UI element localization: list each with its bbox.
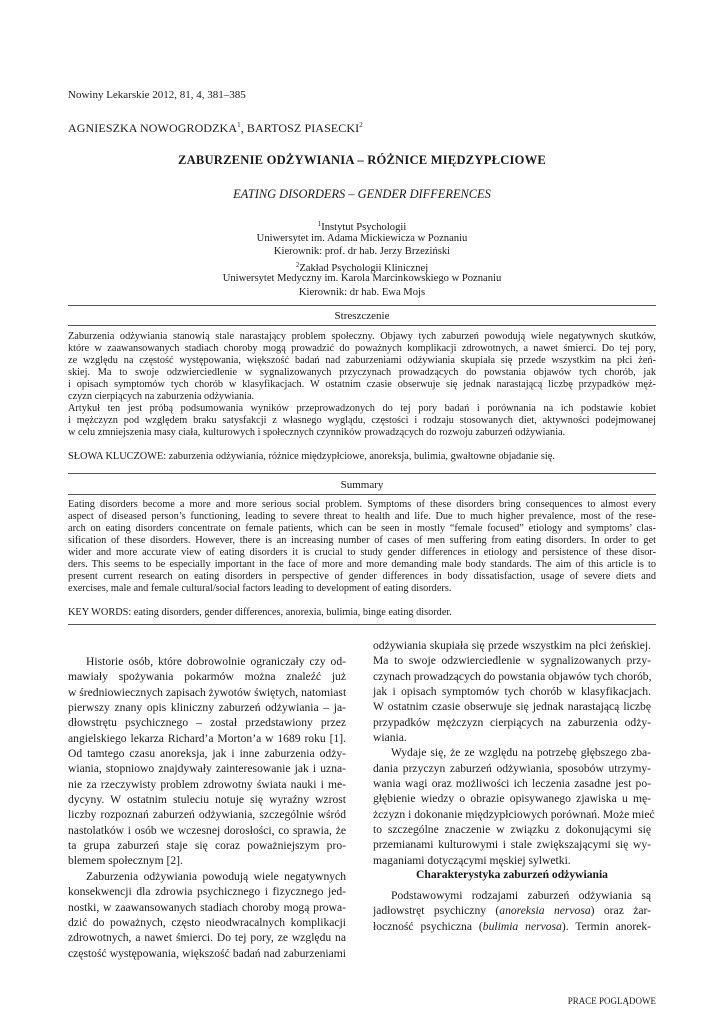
abstract-line: w celu zmniejszenia masy ciała, kulturowych i społecznych czynników prowadzących do rozwoju zaburzeń odżywiania.: [68, 427, 566, 438]
author-list: [68, 121, 363, 136]
journal-reference: Nowiny Lekarskie 2012, 81, 4, 381–385: [68, 89, 246, 101]
body-line: odżywiania skupiała się przede wszystkim na płci żeńskiej.: [373, 639, 651, 652]
body-line: dania przyczyn zaburzeń odżywiania, sposobów utrzymy-: [373, 761, 651, 775]
affiliation-text: Instytut Psychologii: [321, 222, 407, 233]
abstract-line: Artykuł ten jest próbą podsumowania wyników przeprowadzonych do tej pory badań i porównania na ich podstawie kobiet: [68, 403, 656, 414]
affiliation-line: [0, 218, 724, 232]
abstract-line: i mężczyzn pod względem braku satysfakcji z własnego wyglądu, częstości i rodzaju stosowanych diet, aktywności podejmowanej: [68, 415, 656, 426]
body-column-right-continued: [373, 888, 651, 934]
affiliation-line: [0, 286, 724, 300]
body-line: to szczególne znaczenie w związku z dokonującymi się: [373, 823, 651, 837]
footer-label: PRACE POGLĄDOWE: [567, 996, 656, 1006]
body-line: Od tamtego czasu anoreksja, jak i inne zaburzenia odży-: [68, 747, 346, 761]
text-run: ). Termin anorek-: [561, 919, 651, 933]
abstract-heading-polish: Streszczenie: [334, 310, 390, 322]
body-line: blemem społecznym [2].: [68, 854, 183, 868]
abstract-line: i opisach symptomów tych chorób w klasyfikacjach. W ostatnim czasie obserwuje się jednak narastającą liczbę przypadków męż-: [68, 379, 656, 390]
section-divider: [68, 473, 656, 474]
body-line: żczyzn i dokonanie międzypłciowych porównań. Może mieć: [373, 807, 655, 821]
latin-term: bulimia nervosa: [482, 919, 562, 933]
body-line: częstość występowania, większość badań nad zaburzeniami: [68, 946, 346, 960]
section-heading: Charakterystyka zaburzeń odżywiania: [416, 868, 608, 881]
body-line: Ma to swoje odzwierciedlenie w sygnalizowanych przy-: [373, 654, 651, 668]
text-run: jadłowstręt psychiczny (: [373, 904, 500, 918]
abstract-line: aspect of diseased person’s functioning, leading to severe threat to health and life. Due to much higher prevalence, most of the rese-: [68, 511, 656, 522]
body-line: konsekwencji dla zdrowia psychicznego i fizycznego jed-: [68, 885, 346, 899]
body-line: W ostatnim czasie obserwuje się jednak narastającą liczbę: [373, 700, 651, 714]
article-title-english: EATING DISORDERS – GENDER DIFFERENCES: [233, 187, 491, 201]
affiliation-line: [0, 259, 724, 273]
affiliation-text: Kierownik: dr hab. Ewa Mojs: [298, 286, 426, 298]
affiliations: [0, 218, 724, 300]
abstract-line: Eating disorders become a more and more serious social problem. Symptoms of these disorders bring consequences to almost every: [68, 499, 656, 510]
body-line: Podstawowymi rodzajami zaburzeń odżywiania są: [391, 889, 651, 902]
body-line: głębienie wiedzy o obrazie opisywanego zjawiska u mę-: [373, 792, 651, 806]
affiliation-marker: 2: [295, 260, 300, 269]
text-run: ) oraz żar-: [590, 904, 651, 918]
abstract-line: present current research on eating disorders in perspective of gender differences in body dissatisfaction, usage of severe diets and: [68, 571, 656, 582]
article-title-polish: ZABURZENIE ODŻYWIANIA – RÓŻNICE MIĘDZYPŁCIOWE: [178, 153, 546, 167]
abstract-line: sification of these disorders. However, there is an increasing number of cases of men suffering from eating disorders. In order to get: [68, 535, 656, 546]
body-line: maganiami dotyczącymi męskiej sylwetki.: [373, 853, 571, 867]
body-line: wania wagi oraz możliwości ich leczenia zasadne jest po-: [373, 777, 651, 791]
body-line: liczby rozpoznań zaburzeń odżywiania, szczególnie wśród: [68, 808, 346, 822]
abstract-line: skiej. Ma to swoje odzwierciedlenie w sygnalizowanych przyczynach prowadzących do powstania objawów tych chorób, jak: [68, 367, 656, 378]
body-line: przypadków mężczyzn cierpiących na zaburzenia odży-: [373, 715, 651, 729]
affiliation-text: Uniwersytet Medyczny im. Karola Marcinkowskiego w Poznaniu: [222, 273, 502, 285]
body-line: jak i opisach symptomów tych chorób w klasyfikacjach.: [373, 685, 651, 699]
section-divider: [68, 325, 656, 326]
body-line: Wydaje się, że ze względu na potrzebę głębszego zba-: [391, 746, 651, 760]
body-line: dłowstrętu psychicznego – został przedstawiony przez: [68, 716, 346, 730]
affiliation-line: [0, 272, 724, 286]
abstract-heading-english: Summary: [340, 479, 384, 491]
body-line: nostki, w zaawansowanych stadiach choroby mogą prowa-: [68, 900, 346, 914]
body-line: ta grupa zaburzeń staje się coraz poważniejszym pro-: [68, 839, 346, 853]
abstract-polish: [68, 331, 656, 439]
section-divider: [68, 305, 656, 306]
body-line: wiania, stopniowo znajdywały zainteresowanie jak i uzna-: [68, 762, 346, 776]
abstract-line: ders. This seems to be especially important in the face of more and more demanding male body standards. The aim of this article is to: [68, 559, 656, 570]
affiliation-marker: 1: [317, 220, 322, 228]
body-line: nie za rzeczywisty problem zdrowotny świata nauki i me-: [68, 777, 346, 791]
abstract-line: ze względu na częstość występowania, większość badań nad zaburzeniami odżywiania skupiała się przede wszystkim na płci żeń-: [68, 355, 656, 366]
affiliation-line: [0, 232, 724, 246]
body-line: zdrowotnych, a nawet śmierci. Do tej pory, ze względu na: [68, 931, 346, 945]
affiliation-marker: 2: [359, 121, 363, 129]
abstract-english: [68, 499, 656, 595]
body-line: Historie osób, które dobrowolnie ograniczały czy od-: [86, 655, 346, 668]
keywords-polish: SŁOWA KLUCZOWE: zaburzenia odżywiania, różnice międzypłciowe, anoreksja, bulimia, gwałtowne objadanie się.: [68, 451, 555, 462]
body-line: mawiały spożywania pokarmów można znaleźć już: [68, 670, 346, 684]
body-column-right: [373, 638, 655, 868]
affiliation-text: Kierownik: prof. dr hab. Jerzy Brzeziński: [273, 246, 451, 258]
body-line: pierwszy znany opis kliniczny zaburzeń odżywiania – ja-: [68, 701, 346, 715]
body-line: [373, 919, 651, 934]
author-separator: ,: [240, 121, 247, 135]
affiliation-marker: 1: [237, 121, 241, 129]
body-line: dzić do poważnych, często nieodwracalnych komplikacji: [68, 915, 346, 929]
body-line: [373, 903, 651, 918]
body-line: wiania.: [373, 731, 407, 745]
author-name: BARTOSZ PIASECKI: [246, 121, 360, 135]
body-line: przemianami kulturowymi i stale zwiększającymi się wy-: [373, 838, 651, 852]
latin-term: anoreksia nervosa: [499, 904, 591, 918]
body-line: dycyny. W ostatnim stuleciu notuje się wyraźny wzrost: [68, 793, 346, 807]
body-line: angielskiego lekarza Richard’a Morton’a w 1689 roku [1].: [68, 731, 346, 745]
abstract-line: arch on eating disorders concentrate on female patients, which can be seen in mostly “female focused” etiology and symptoms’ clas-: [68, 523, 656, 534]
section-divider: [68, 624, 656, 625]
affiliation-line: [0, 245, 724, 259]
affiliation-text: Uniwersytet im. Adama Mickiewicza w Poznaniu: [256, 232, 468, 244]
abstract-line: które w zaawansowanych stadiach choroby mogą prowadzić do poważnych komplikacji zdrowotnych, a nawet śmierci. Do tej pory,: [68, 343, 656, 354]
abstract-line: czyzn cierpiących na zaburzenia odżywiania.: [68, 391, 255, 402]
body-line: nastolatków i osób we wczesnej dorosłości, co sprawia, że: [68, 823, 346, 837]
abstract-line: exercises, male and female cultural/social factors leading to development of eating disorders.: [68, 583, 452, 594]
affiliation-text: Zakład Psychologii Klinicznej: [299, 262, 429, 274]
author-name: AGNIESZKA NOWOGRODZKA: [68, 121, 238, 135]
body-line: Zaburzenia odżywiania powodują wiele negatywnych: [86, 869, 346, 883]
section-divider: [68, 494, 656, 495]
text-run: łoczność psychiczna (: [373, 919, 483, 933]
keywords-english: KEY WORDS: eating disorders, gender differences, anorexia, bulimia, binge eating disorder.: [68, 607, 452, 618]
abstract-line: Zaburzenia odżywiania stanowią stale narastający problem społeczny. Objawy tych zaburzeń powodują wiele negatywnych skutków,: [68, 331, 656, 342]
abstract-line: wider and more accurate view of eating disorders it is crucial to study gender differences in etiology and persistence of these disor-: [68, 547, 656, 558]
body-column-left: [68, 654, 346, 961]
body-line: czynach prowadzących do powstania objawów tych chorób,: [373, 669, 652, 683]
body-line: w średniowiecznych zapisach żywotów świętych, natomiast: [68, 685, 347, 699]
